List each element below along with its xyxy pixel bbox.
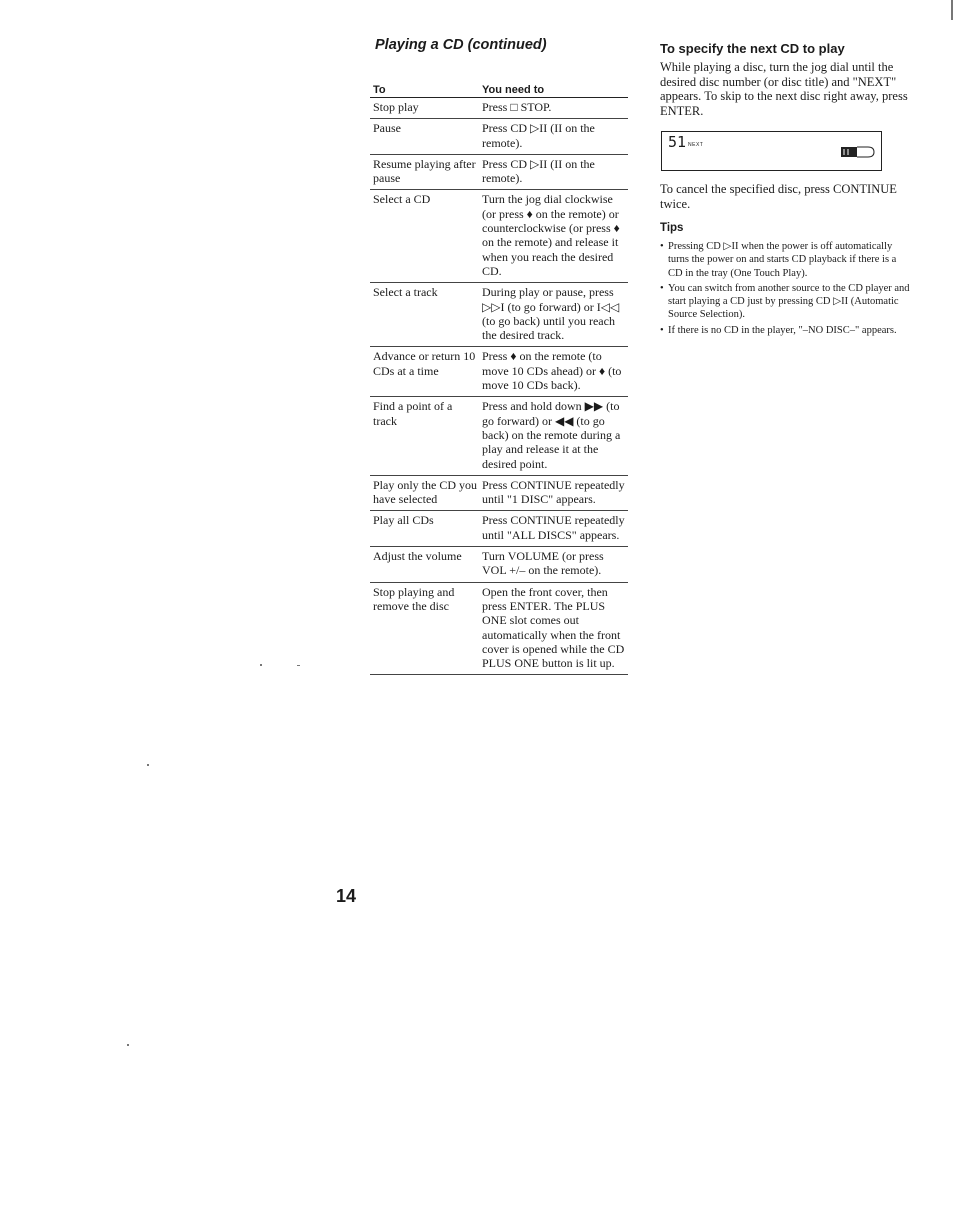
row-task: Resume playing after pause (373, 156, 476, 186)
table-row (370, 155, 628, 191)
tips-title: Tips (660, 222, 684, 234)
row-task: Find a point of a track (373, 399, 453, 428)
scan-speck (260, 664, 262, 666)
row-action: During play or pause, press ▷▷I (to go forward) or I◁◁ (to go back) until you reach the desired track. (482, 285, 620, 343)
row-task: Adjust the volume (373, 549, 462, 564)
table-row (370, 583, 628, 676)
operations-table (370, 84, 628, 675)
scan-speck (297, 665, 300, 666)
row-action: Turn the jog dial clockwise (or press ♦ on the remote) or counterclockwise (or press ♦ on the remote) and release it when you reach the desired CD. (482, 192, 620, 278)
table-row (370, 283, 628, 347)
scan-speck (147, 764, 149, 766)
cancel-instruction: To cancel the specified disc, press CONTINUE twice. (660, 182, 897, 211)
row-task: Advance or return 10 CDs at a time (373, 349, 476, 378)
table-row (370, 511, 628, 547)
row-action: Press and hold down ▶▶ (to go forward) or ◀◀ (to go back) on the remote during a play and release it at the desired point. (482, 399, 621, 471)
next-cd-body: While playing a disc, turn the jog dial until the desired disc number (or disc title) and "NEXT" appears. To skip to the next disc right away, press ENTER. (660, 60, 908, 118)
column-header-action: You need to (482, 84, 545, 96)
table-body (370, 98, 628, 675)
row-task: Play only the CD you have selected (373, 477, 477, 507)
table-row (370, 397, 628, 475)
row-action: Press ♦ on the remote (to move 10 CDs ahead) or ♦ (to move 10 CDs back). (482, 349, 622, 393)
table-row (370, 98, 628, 119)
row-action: Open the front cover, then press ENTER. The PLUS ONE slot comes out automatically when the front cover is opened while the CD PLUS ONE button is lit up. (482, 584, 625, 671)
row-action: Turn VOLUME (or press VOL +/– on the remote). (482, 549, 604, 578)
page-number: 14 (336, 886, 357, 906)
tip-item: • You can switch from another source to the CD player and start playing a CD just by pressing CD ▷II (Automatic Source Selection). (660, 282, 910, 322)
scan-edge-mark (951, 0, 953, 20)
tips-list (660, 240, 910, 339)
row-action: Press CONTINUE repeatedly until "ALL DISCS" appears. (482, 513, 625, 542)
tip-item: • Pressing CD ▷II when the power is off automatically turns the power on and starts CD playback if there is a CD in the tray (One Touch Play). (660, 240, 910, 280)
row-action: Press □ STOP. (482, 100, 552, 114)
table-row (370, 190, 628, 283)
row-action: Press CONTINUE repeatedly until "1 DISC" appears. (482, 477, 625, 507)
next-cd-heading: To specify the next CD to play (660, 41, 845, 56)
display-disc-number: 51 (668, 133, 687, 151)
table-row (370, 119, 628, 155)
column-header-to: To (373, 84, 386, 96)
next-cd-section (660, 41, 910, 118)
row-task: Select a CD (373, 192, 431, 207)
display-next-indicator: NEXT (688, 142, 704, 148)
table-header (370, 84, 628, 98)
scan-speck (127, 1044, 129, 1046)
table-row (370, 347, 628, 397)
tip-item: • If there is no CD in the player, "–NO DISC–" appears. (660, 324, 910, 337)
row-task: Stop playing and remove the disc (373, 584, 455, 613)
row-task: Select a track (373, 285, 438, 300)
table-row (370, 476, 628, 512)
row-action: Press CD ▷II (II on the remote). (482, 156, 595, 186)
table-row (370, 547, 628, 583)
row-action: Press CD ▷II (II on the remote). (482, 121, 595, 150)
disc-tray-icon (840, 144, 876, 160)
lcd-display-illustration (661, 131, 882, 171)
section-title: Playing a CD (continued) (375, 37, 547, 53)
row-task: Stop play (373, 100, 419, 114)
row-task: Pause (373, 121, 401, 136)
row-task: Play all CDs (373, 513, 434, 528)
